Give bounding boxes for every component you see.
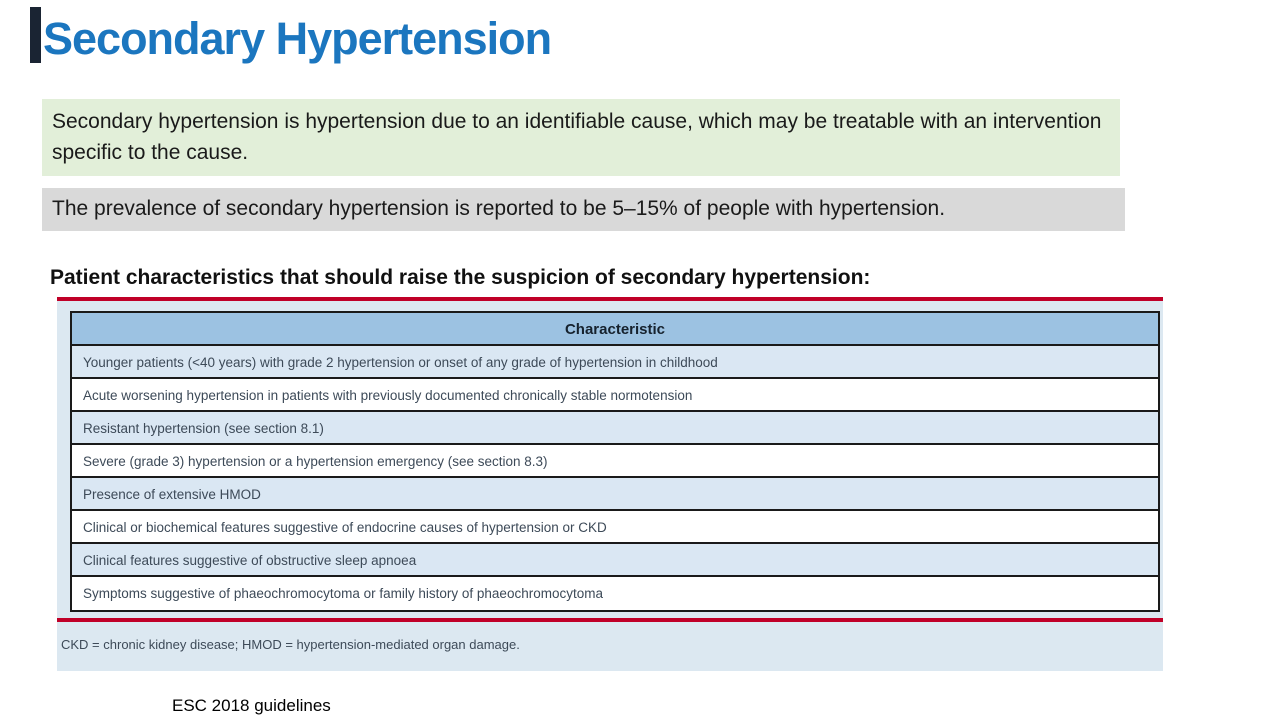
- table-header-cell: Characteristic: [72, 313, 1158, 346]
- intro-definition-box: [42, 99, 1120, 176]
- table-row: Younger patients (<40 years) with grade 2 hypertension or onset of any grade of hypertension in childhood: [72, 346, 1158, 379]
- corner-accent-bar: [30, 7, 41, 63]
- prevalence-box: [42, 188, 1125, 231]
- intro-definition-text: Secondary hypertension is hypertension due to an identifiable cause, which may be treatable with an intervention specific to the cause.: [52, 110, 1102, 164]
- table-row: Acute worsening hypertension in patients with previously documented chronically stable normotension: [72, 379, 1158, 412]
- characteristics-table: [70, 311, 1160, 612]
- footnote-band: [57, 622, 1163, 671]
- figure-body: [57, 301, 1163, 618]
- table-row: Clinical or biochemical features suggestive of endocrine causes of hypertension or CKD: [72, 511, 1158, 544]
- footnote-text: CKD = chronic kidney disease; HMOD = hypertension-mediated organ damage.: [61, 637, 520, 652]
- table-row: Symptoms suggestive of phaeochromocytoma or family history of phaeochromocytoma: [72, 577, 1158, 610]
- table-row: Clinical features suggestive of obstructive sleep apnoea: [72, 544, 1158, 577]
- prevalence-text: The prevalence of secondary hypertension is reported to be 5–15% of people with hypertension.: [52, 197, 946, 220]
- characteristics-figure: [57, 297, 1163, 671]
- table-row: Resistant hypertension (see section 8.1): [72, 412, 1158, 445]
- table-row: Severe (grade 3) hypertension or a hypertension emergency (see section 8.3): [72, 445, 1158, 478]
- page-title: Secondary Hypertension: [43, 13, 552, 64]
- source-caption: ESC 2018 guidelines: [172, 696, 331, 715]
- table-heading: Patient characteristics that should raise the suspicion of secondary hypertension:: [50, 266, 871, 289]
- table-row: Presence of extensive HMOD: [72, 478, 1158, 511]
